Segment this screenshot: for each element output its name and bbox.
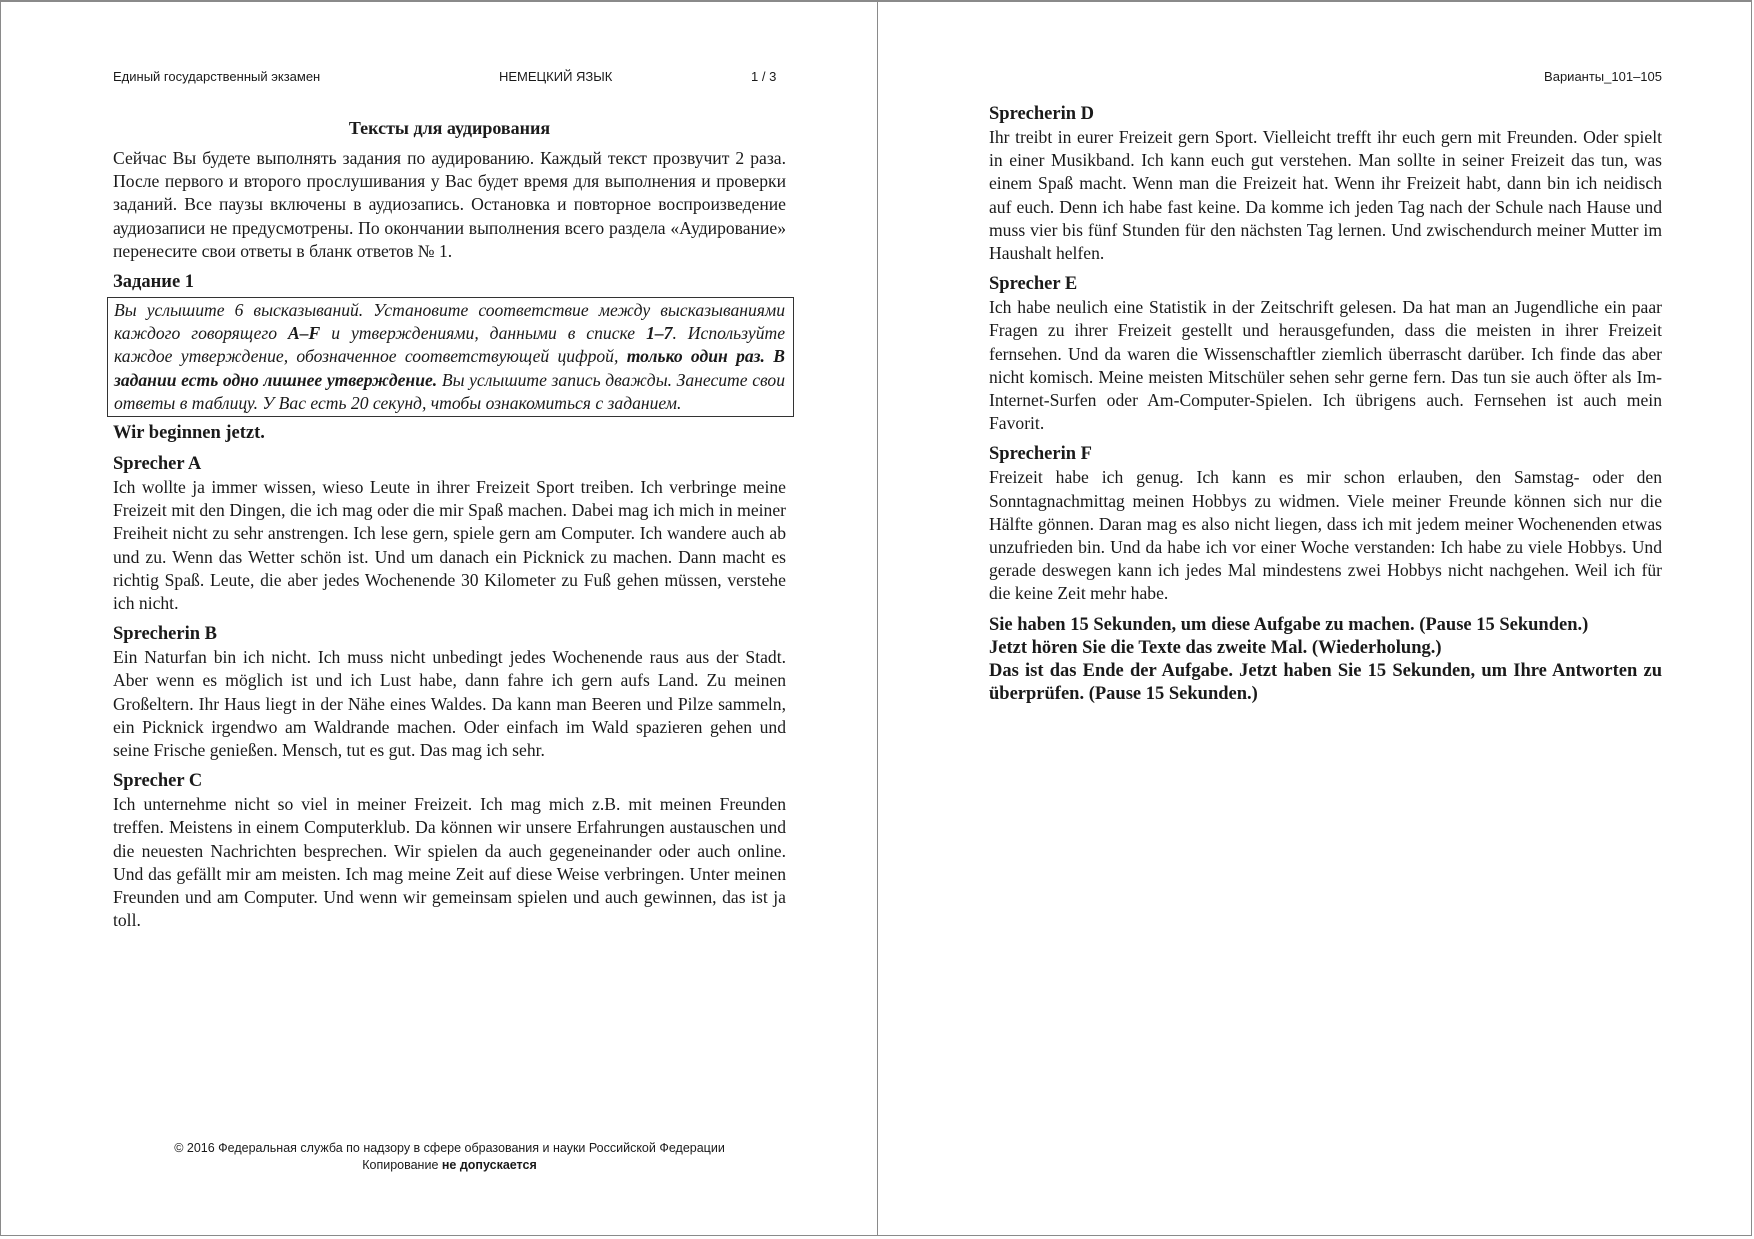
right-page-content xyxy=(989,103,1662,706)
left-page-header xyxy=(113,69,786,87)
speaker-text: Ihr treibt in eurer Freizeit gern Sport. Vielleicht trefft ihr euch gern mit Freunden. Oder spielt in einer Musikband. Ich kann euch gut verstehen. Man sollte in seiner Freizeit das tun, was einem Spaß macht. Wenn man die Freizeit hat. Wenn ihr Freizeit habt, dann bin ich neidisch auf euch. Denn ich habe fast keine. Da komme ich jeden Tag nach der Schule nach Hause und muss vier bis fünf Stunden für den nächsten Tag lernen. Und zwischendurch meiner Mutter im Haushalt helfen. xyxy=(989,127,1662,264)
speaker-e xyxy=(989,273,1662,435)
speaker-b xyxy=(113,623,786,762)
closing-line: Jetzt hören Sie die Texte das zweite Mal. (Wiederholung.) xyxy=(989,637,1442,658)
speaker-text: Ich habe neulich eine Statistik in der Zeitschrift gelesen. Da hat man an Jugendliche ein paar Fragen zu ihrer Freizeit gestellt und herausgefunden, dass die meisten in ihrer Freizeit fernsehen. Und da waren die Wissenschaftler ziemlich überrascht darüber. Ich finde das aber nicht komisch. Meine meisten Mitschüler sehen sehr gerne fern. Das tun sie auch öfter als Im-Internet-Surfen oder Am-Computer-Spielen. Ich übrigens auch. Fernsehen ist auch mein Favorit. xyxy=(989,297,1662,434)
subject-title: НЕМЕЦКИЙ ЯЗЫК xyxy=(499,69,613,84)
speaker-name: Sprecherin D xyxy=(989,104,1095,124)
speaker-name: Sprecherin F xyxy=(989,444,1092,465)
right-page-header xyxy=(989,69,1662,87)
speaker-f xyxy=(989,443,1662,605)
speaker-a xyxy=(113,453,786,615)
page-divider xyxy=(877,0,878,1236)
instruction-part: . Используйте каждое утверждение, обозначенное соответствующей цифрой, xyxy=(114,323,786,367)
speaker-text: Freizeit habe ich genug. Ich kann es mir schon erlauben, den Samstag- oder den Sonntagnachmittag meinen Hobbys zu widmen. Viele meiner Freunde können sich nur die Hälfte gönnen. Daran mag es also nicht liegen, dass ich mit jedem meiner Wochenenden etwas unzufrieden bin. Und da habe ich vor einer Woche verstanden: Ich habe zu viele Hobbys. Und gerade deswegen kann ich jedes Mal mindestens zwei Hobbys nicht nachgehen. Weil ich für die keine Zeit mehr habe. xyxy=(989,467,1662,604)
copy-notice-prefix: Копирование xyxy=(362,1158,442,1172)
copyright-footer xyxy=(113,1140,786,1174)
instruction-range-letters: A–F xyxy=(288,323,321,344)
task-heading: Задание 1 xyxy=(113,272,195,293)
speaker-text: Ich wollte ja immer wissen, wieso Leute in ihrer Freizeit Sport treiben. Ich verbringe meine Freizeit mit den Dingen, die ich mag oder die mir Spaß machen. Dabei mag ich mich in meiner Freiheit nicht zu sehr anstrengen. Ich lese gern, spiele gern am Computer. Ich wandere auch ab und zu. Wenn das Wetter schön ist. Und um danach ein Picknick zu machen. Dann macht es richtig Spaß. Leute, die aber jedes Wochenende 30 Kilometer zu Fuß gehen müssen, verstehe ich nicht. xyxy=(113,477,786,614)
intro-paragraph: Сейчас Вы будете выполнять задания по аудированию. Каждый текст прозвучит 2 раза. После первого и второго прослушивания у Вас будет время для выполнения и проверки заданий. Все паузы включены в аудиозапись. Остановка и повторное воспроизведение аудиозаписи не предусмотрены. По окончании выполнения всего раздела «Аудирование» перенесите свои ответы в бланк ответов № 1. xyxy=(113,148,786,261)
speaker-d xyxy=(989,103,1662,265)
instruction-part: Вы услышите запись дважды. Занесите свои ответы в таблицу. У Вас есть 20 секунд, чтобы ознакомиться с заданием. xyxy=(114,369,785,413)
page-title: Тексты для аудирования xyxy=(348,118,551,138)
exam-title: Единый государственный экзамен xyxy=(113,69,321,84)
speaker-name: Sprecherin B xyxy=(113,624,217,645)
copy-notice xyxy=(113,1157,786,1174)
variants-label: Варианты_101–105 xyxy=(1544,69,1662,84)
speaker-text: Ich unternehme nicht so viel in meiner Freizeit. Ich mag mich z.B. mit meinen Freunden treffen. Meistens in einem Computerklub. Da können wir unsere Erfahrungen austauschen und die neuesten Nachrichten besprechen. Wir spielen da auch gegeneinander oder auch online. Und das gefällt mir am meisten. Ich mag meine Zeit auf diese Weise verbringen. Unter meinen Freunden und am Computer. Und wenn wir gemeinsam spielen und auch gewinnen, das ist ja toll. xyxy=(113,794,786,931)
start-phrase: Wir beginnen jetzt. xyxy=(113,423,265,444)
instruction-part: и утверждениями, данными в списке xyxy=(320,323,647,344)
left-page-content xyxy=(113,117,786,940)
speaker-text: Ein Naturfan bin ich nicht. Ich muss nicht unbedingt jedes Wochenende raus aus der Stadt. Aber wenn es möglich ist und ich Lust habe, dann fahre ich gern aufs Land. Zu meinen Großeltern. Ihr Haus liegt in der Nähe eines Waldes. Da kann man Beeren und Pilze sammeln, ein Picknick irgendwo am Waldrande machen. Oder einfach im Wald spazieren gehen und seine Frische genießen. Mensch, tut es gut. Das mag ich sehr. xyxy=(113,647,786,761)
closing-line: Das ist das Ende der Aufgabe. Jetzt haben Sie 15 Sekunden, um Ihre Antworten zu überprüfen. (Pause 15 Sekunden.) xyxy=(989,660,1662,704)
copyright-line: © 2016 Федеральная служба по надзору в сфере образования и науки Российской Федерации xyxy=(174,1141,725,1155)
copy-notice-bold: не допускается xyxy=(441,1158,537,1172)
speaker-c xyxy=(113,770,786,932)
instruction-range-numbers: 1–7 xyxy=(646,323,673,344)
page-number: 1 / 3 xyxy=(751,69,777,84)
instruction-part: Вы услышите 6 высказываний. Установите соответствие между высказываниями каждого говорящего xyxy=(114,300,785,344)
closing-line: Sie haben 15 Sekunden, um diese Aufgabe zu machen. (Pause 15 Sekunden.) xyxy=(989,614,1589,635)
closing-instructions xyxy=(989,614,1662,706)
instruction-emphasis: только один раз. В задании есть одно лишнее утверждение. xyxy=(114,346,785,390)
speaker-name: Sprecher A xyxy=(113,454,202,475)
right-page xyxy=(989,0,1662,1236)
speaker-name: Sprecher E xyxy=(989,274,1078,295)
speaker-name: Sprecher C xyxy=(113,771,203,792)
left-page xyxy=(113,0,786,1236)
task-instruction-box xyxy=(107,297,794,417)
